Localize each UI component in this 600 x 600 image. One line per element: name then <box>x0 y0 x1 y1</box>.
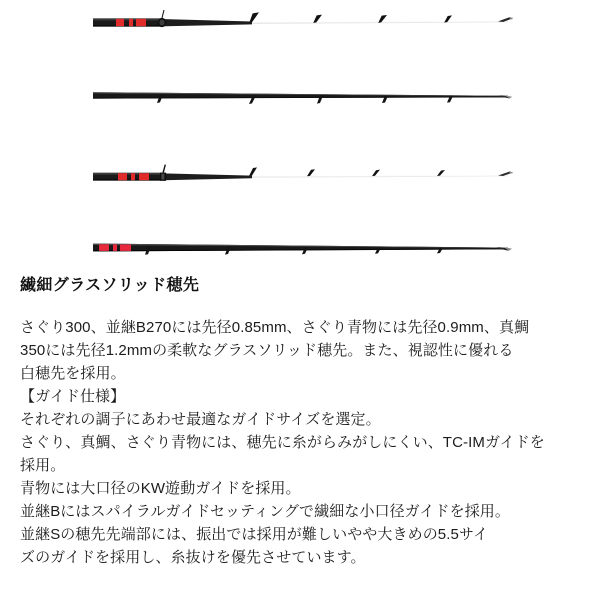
description-line: 【ガイド仕様】 <box>20 388 126 405</box>
description-line: 白穂先を採用。 <box>20 365 126 382</box>
description-line: 350には先径1.2mmの柔軟なグラスソリッド穂先。また、視認性に優れる <box>20 342 514 359</box>
description-line: さぐり、真鯛、さぐり青物には、穂先に糸がらみがしにくい、TC-IMガイドを <box>20 434 545 451</box>
page-title: 繊細グラスソリッド穂先 <box>20 277 200 294</box>
rod-image-2 <box>0 80 600 110</box>
description-line: 並継Bにはスパイラルガイドセッティングで繊細な小口径ガイドを採用。 <box>20 503 511 520</box>
description-line: 並継Sの穂先先端部には、振出では採用が難しいやや大きめの5.5サイ <box>20 526 489 543</box>
rod-image-3 <box>0 160 600 190</box>
description-line: ズのガイドを採用し、糸抜けを優先させています。 <box>20 549 366 566</box>
rod-image-1 <box>0 6 600 36</box>
description-line: 青物には大口径のKW遊動ガイドを採用。 <box>20 480 301 497</box>
description-block <box>20 316 586 569</box>
description-line: 採用。 <box>20 457 66 474</box>
description-line: さぐり300、並継B270には先径0.85mm、さぐり青物には先径0.9mm、真鯛 <box>20 319 530 336</box>
rod-image-4 <box>0 232 600 262</box>
rod-gallery <box>0 0 600 268</box>
description-line: それぞれの調子にあわせ最適なガイドサイズを選定。 <box>20 411 381 428</box>
